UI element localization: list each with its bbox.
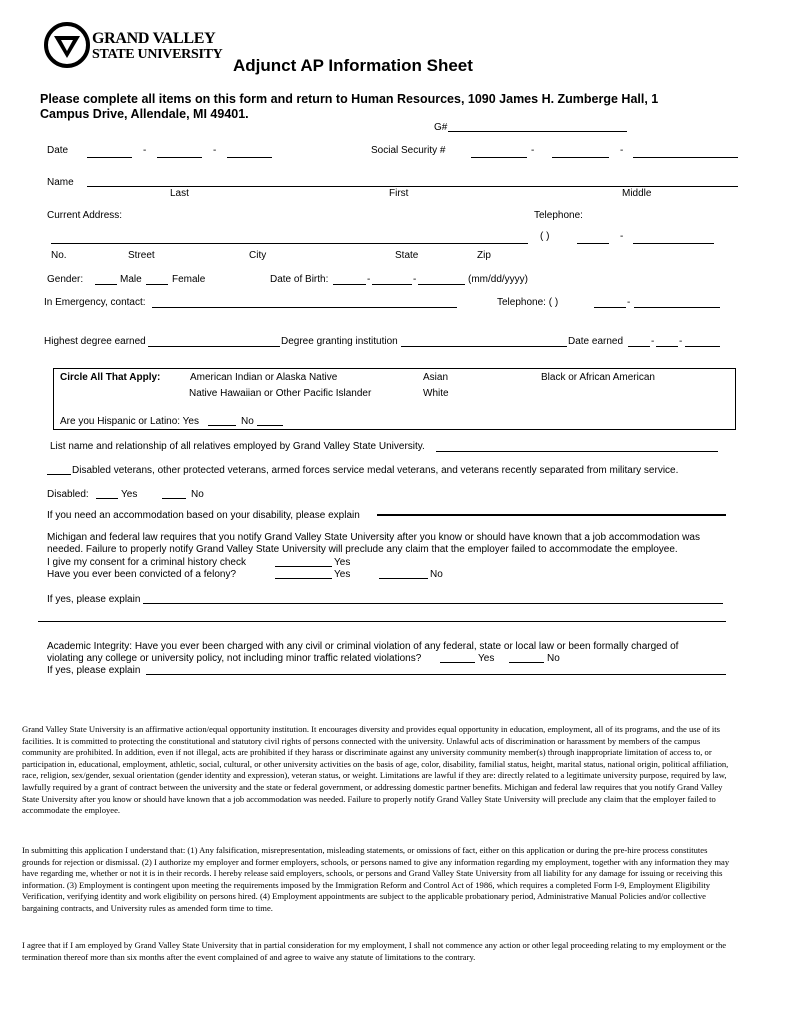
hispanic-no-field[interactable] bbox=[257, 425, 283, 426]
degree-label: Highest degree earned bbox=[44, 336, 146, 347]
g-number-field[interactable] bbox=[448, 131, 627, 132]
ssn-part3-field[interactable] bbox=[633, 157, 738, 158]
disabled-no-label: No bbox=[191, 489, 204, 500]
if-yes-field-line2[interactable] bbox=[38, 621, 726, 622]
disabled-yes-field[interactable] bbox=[96, 498, 118, 499]
tel-area-code: ( ) bbox=[540, 231, 550, 242]
academic-line1: Academic Integrity: Have you ever been charged with any civil or criminal violation of any federal, state or local law or been formally charged of bbox=[47, 641, 679, 652]
ssn-label: Social Security # bbox=[371, 145, 446, 156]
felony-label: Have you ever been convicted of a felony? bbox=[47, 569, 237, 580]
date-earned-sep2: - bbox=[679, 336, 683, 347]
hispanic-label: Are you Hispanic or Latino: Yes bbox=[60, 416, 199, 427]
date-day-field[interactable] bbox=[157, 157, 202, 158]
academic-if-yes-label: If yes, please explain bbox=[47, 665, 141, 676]
dob-day-field[interactable] bbox=[372, 284, 412, 285]
hispanic-yes-field[interactable] bbox=[208, 425, 236, 426]
limitations-paragraph: I agree that if I am employed by Grand Valley State University that in partial consideration for my employment, I shall not commence any action or other legal proceeding relating to my employment or the termination thereof more than six months after the event complained of and agree to waive any statute of limitations to the contrary. bbox=[22, 940, 727, 962]
accommodation-label: If you need an accommodation based on your disability, please explain bbox=[47, 510, 360, 521]
dob-sep2: - bbox=[413, 274, 417, 285]
male-label: Male bbox=[120, 274, 142, 285]
academic-yes-field[interactable] bbox=[440, 662, 475, 663]
name-label: Name bbox=[47, 177, 74, 188]
gender-label: Gender: bbox=[47, 274, 84, 285]
academic-yes-label: Yes bbox=[478, 653, 495, 664]
emergency-tel-field[interactable] bbox=[634, 307, 720, 308]
instructions: Please complete all items on this form and return to Human Resources, 1090 James H. Zumberge Hall, 1 bbox=[40, 92, 659, 106]
relatives-field[interactable] bbox=[436, 451, 718, 452]
academic-if-yes-field[interactable] bbox=[146, 674, 726, 675]
dob-sep1: - bbox=[367, 274, 371, 285]
consent-yes-field[interactable] bbox=[275, 566, 332, 567]
date-year-field[interactable] bbox=[227, 157, 272, 158]
accommodation-field[interactable] bbox=[377, 514, 726, 516]
date-earned-month-field[interactable] bbox=[628, 346, 650, 347]
dob-year-field[interactable] bbox=[418, 284, 465, 285]
if-yes-label: If yes, please explain bbox=[47, 594, 141, 605]
degree-field[interactable] bbox=[148, 346, 280, 347]
date-earned-year-field[interactable] bbox=[685, 346, 720, 347]
date-earned-label: Date earned bbox=[568, 336, 624, 347]
emergency-label: In Emergency, contact: bbox=[44, 297, 146, 308]
ethnicity-american-indian[interactable]: American Indian or Alaska Native bbox=[190, 372, 338, 383]
michigan-law-line1: Michigan and federal law requires that you notify Grand Valley State University after you know or should have known that a job accommodation was bbox=[47, 532, 700, 543]
felony-no-field[interactable] bbox=[379, 578, 428, 579]
emergency-tel-area-field[interactable] bbox=[594, 307, 626, 308]
street-label: Street bbox=[128, 250, 155, 261]
address-field[interactable] bbox=[51, 243, 528, 244]
dob-month-field[interactable] bbox=[333, 284, 366, 285]
ssn-part2-field[interactable] bbox=[552, 157, 609, 158]
date-earned-day-field[interactable] bbox=[656, 346, 678, 347]
date-label: Date bbox=[47, 145, 69, 156]
academic-no-field[interactable] bbox=[509, 662, 544, 663]
veterans-label: Disabled veterans, other protected veterans, armed forces service medal veterans, and veterans recently separated from military service. bbox=[72, 465, 679, 476]
female-label: Female bbox=[172, 274, 206, 285]
gvsu-logo bbox=[44, 22, 223, 70]
dob-format: (mm/dd/yyyy) bbox=[468, 274, 528, 285]
veterans-field[interactable] bbox=[47, 474, 71, 475]
city-label: City bbox=[249, 250, 267, 261]
felony-yes-field[interactable] bbox=[275, 578, 332, 579]
ethnicity-asian[interactable]: Asian bbox=[423, 372, 449, 383]
tel-number-field[interactable] bbox=[633, 243, 714, 244]
if-yes-field[interactable] bbox=[143, 603, 723, 604]
date-month-field[interactable] bbox=[87, 157, 132, 158]
eeo-paragraph: Grand Valley State University is an affirmative action/equal opportunity institution. It encourages diversity and provides equal opportunity in education, employment, all of its programs, and the use of its facilities. It is committed to protecting the constitutional and statutory civil rights of persons connected with the university. Unlawful acts of discrimination or harassment by members of the campus community are prohibited. In addition, even if not illegal, acts are prohibited if they harass or discriminate against any university community member(s) through inappropriate limitation of access to, or participation in, educational, employment, athletic, social, cultural, or other university activities on the basis of age, color, disability, familial status, height, marital status, national origin, political affiliation, race, religion, sex/gender, sexual orientation (gender identity and expression), veteran status, or weight. Limitations are lawful if they are: directly related to a legitimate university purpose, required by law, lawfully required by a grant of contract between the university and the state or federal government, or addressing domestic partner benefits. Michigan and federal law requires that you notify Grand Valley State University after you know or should have known that a job accommodation was needed. Failure to properly notify Grand Valley State University will preclude any claim that the employer failed to accommodate the employee. bbox=[22, 724, 729, 816]
emergency-telephone-label: Telephone: ( ) bbox=[497, 297, 559, 308]
dob-label: Date of Birth: bbox=[270, 274, 329, 285]
middle-label: Middle bbox=[622, 188, 652, 199]
ssn-part1-field[interactable] bbox=[471, 157, 527, 158]
tel-sep: - bbox=[620, 231, 624, 242]
ethnicity-heading: Circle All That Apply: bbox=[60, 372, 161, 383]
ethnicity-white[interactable]: White bbox=[423, 388, 449, 399]
date-sep2: - bbox=[213, 145, 217, 156]
ssn-sep2: - bbox=[620, 145, 624, 156]
logo-line2: STATE UNIVERSITY bbox=[92, 47, 223, 62]
felony-no-label: No bbox=[430, 569, 443, 580]
date-sep1: - bbox=[143, 145, 147, 156]
current-address-label: Current Address: bbox=[47, 210, 123, 221]
felony-yes-label: Yes bbox=[334, 569, 351, 580]
first-label: First bbox=[389, 188, 409, 199]
tel-area-field[interactable] bbox=[577, 243, 609, 244]
hispanic-no-label: No bbox=[241, 416, 254, 427]
instructions-line2: Campus Drive, Allendale, MI 49401. bbox=[40, 107, 249, 121]
male-field[interactable] bbox=[95, 284, 117, 285]
page-title: Adjunct AP Information Sheet bbox=[233, 56, 473, 75]
consent-yes-label: Yes bbox=[334, 557, 351, 568]
academic-line2: violating any college or university policy, not including minor traffic related violations? bbox=[47, 653, 422, 664]
falsification-paragraph: In submitting this application I understand that: (1) Any falsification, misrepresentation, misleading statements, or omissions of fact, either on this application or during the pre-hire process constitutes grounds for rejection or dismissal. (2) I authorize my employer and former employers, schools, or persons named to give any information regarding my employment, together with any information they may have regarding me, whether or not it is in their records. I hereby release said employers, schools, or persons and Grand Valley State University from all liability for any damage for issuing or receiving this information. (3) Employment is contingent upon meeting the requirements imposed by the Immigration Reform and Control Act of 1986, which requires a completed Form I-9, Employment Eligibility Verification, verifying identity and work eligibility on persons hired. (4) Employment appointments are subject to the applicable probationary period, Administrative Manual Policies and/or collective bargaining contracts, and University rules as amended form time to time. bbox=[22, 845, 730, 913]
gvsu-logo-icon bbox=[44, 22, 90, 68]
no-label: No. bbox=[51, 250, 67, 261]
female-field[interactable] bbox=[146, 284, 168, 285]
zip-label: Zip bbox=[477, 250, 491, 261]
name-field[interactable] bbox=[87, 186, 738, 187]
telephone-label: Telephone: bbox=[534, 210, 583, 221]
disabled-no-field[interactable] bbox=[162, 498, 186, 499]
disabled-yes-label: Yes bbox=[121, 489, 138, 500]
last-label: Last bbox=[170, 188, 189, 199]
g-number-label: G# bbox=[434, 122, 448, 133]
emergency-tel-sep: - bbox=[627, 297, 631, 308]
state-label: State bbox=[395, 250, 419, 261]
consent-label: I give my consent for a criminal history check bbox=[47, 557, 246, 568]
emergency-contact-field[interactable] bbox=[152, 307, 457, 308]
ssn-sep1: - bbox=[531, 145, 535, 156]
logo-line1: GRAND VALLEY bbox=[92, 30, 216, 47]
disabled-label: Disabled: bbox=[47, 489, 89, 500]
academic-no-label: No bbox=[547, 653, 560, 664]
relatives-label: List name and relationship of all relatives employed by Grand Valley State University. bbox=[50, 441, 425, 452]
ethnicity-native-hawaiian[interactable]: Native Hawaiian or Other Pacific Islander bbox=[189, 388, 372, 399]
michigan-law-line2: needed. Failure to properly notify Grand Valley State University will preclude any claim that the employer failed to accommodate the employee. bbox=[47, 544, 678, 555]
date-earned-sep1: - bbox=[651, 336, 655, 347]
ethnicity-black[interactable]: Black or African American bbox=[541, 372, 655, 383]
institution-field[interactable] bbox=[401, 346, 567, 347]
institution-label: Degree granting institution bbox=[281, 336, 398, 347]
